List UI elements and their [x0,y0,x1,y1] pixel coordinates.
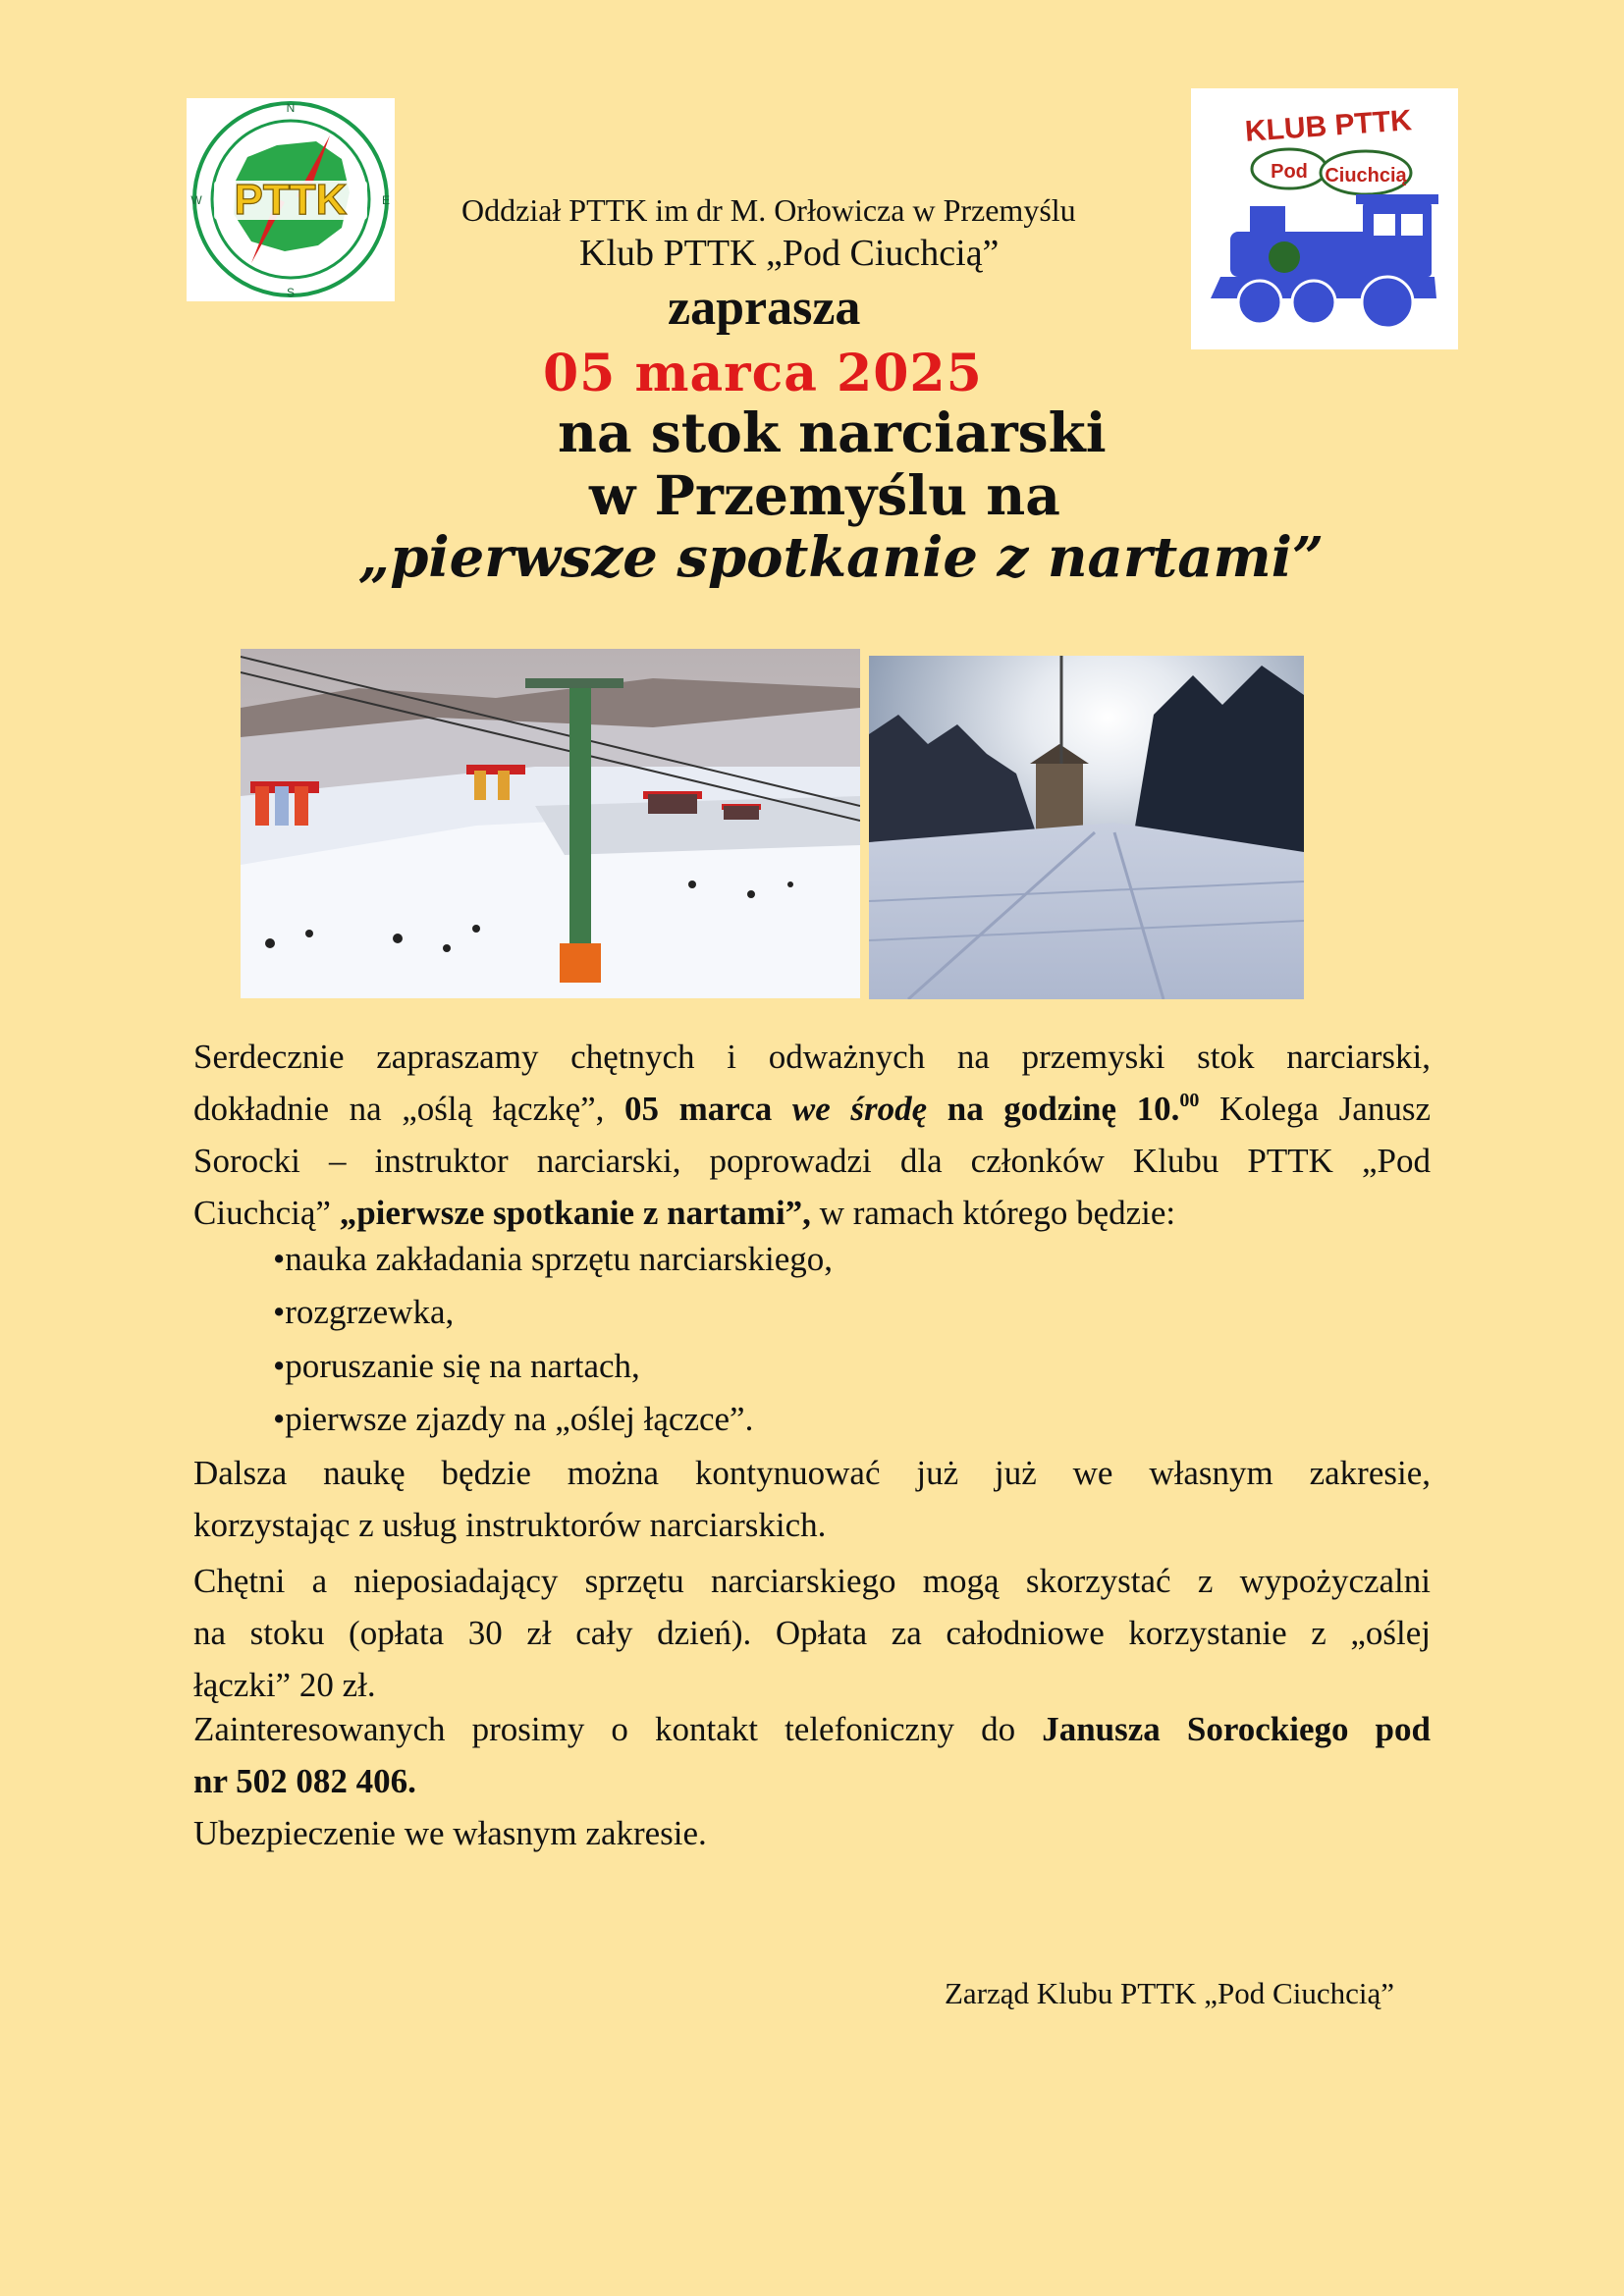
paragraph-insurance: Ubezpieczenie we własnym zakresie. [193,1814,707,1852]
list-item: •nauka zakładania sprzętu narciarskiego, [273,1240,834,1278]
list-item: •poruszanie się na nartach, [273,1347,640,1385]
paragraph-rental: Chętni a nieposiadający sprzętu narciarskiego mogą skorzystać z wypożyczalni na stoku (opłata 30 zł cały dzień). Opłata za całodniowe korzystanie z „oślej łączki” 20 zł. [193,1562,1431,1704]
invites-heading: zaprasza [668,280,861,336]
svg-text:Ciuchcią: Ciuchcią [1325,165,1407,187]
event-title: „pierwsze spotkanie z nartami” [358,525,1325,590]
list-item: •rozgrzewka, [273,1293,455,1331]
event-date: 05 marca 2025 [543,344,983,403]
klub-logo-title: KLUB PTTK [1243,104,1413,148]
pttk-logo [187,98,395,301]
signature: Zarząd Klubu PTTK „Pod Ciuchcią” [945,1976,1394,2010]
contact-phone: nr 502 082 406. [193,1762,416,1800]
paragraph-contact: Zainteresowanych prosimy o kontakt telefoniczny do Janusza Sorockiego pod nr 502 082 406. [193,1710,1431,1800]
svg-text:S: S [286,286,296,299]
paragraph-intro: Serdecznie zapraszamy chętnych i odważnych na przemyski stok narciarski, dokładnie na „oślą łączkę”, 05 marca we środę na godzinę 10.00 Kolega Janusz Sorocki – instruktor narciarski, poprowadzi dla członków Klubu PTTK „Pod Ciuchcią” „pierwsze spotkanie z nartami”, w ramach którego będzie: [193,1038,1431,1232]
club-line: Klub PTTK „Pod Ciuchcią” [579,233,1000,274]
list-item: •pierwsze zjazdy na „oślej łączce”. [273,1400,754,1438]
svg-text:W: W [190,193,202,207]
paragraph-further-learning: Dalsza naukę będzie można kontynuować już już we własnym zakresie, korzystając z usług instruktorów narciarskich. [193,1454,1431,1544]
svg-text:E: E [381,193,391,207]
svg-text:N: N [286,101,296,115]
organization-line: Oddział PTTK im dr M. Orłowicza w Przemyślu [461,192,1076,228]
winter-trail-photo [869,656,1304,999]
klub-pod-ciuchcia-logo [1191,88,1458,349]
pttk-logo-text: PTTK [234,176,348,224]
chairlift-ski-slope-photo [241,649,860,998]
svg-text:Pod: Pod [1271,161,1308,183]
heading-line-2: w Przemyślu na [589,463,1060,527]
heading-line-1: na stok narciarski [558,400,1107,464]
